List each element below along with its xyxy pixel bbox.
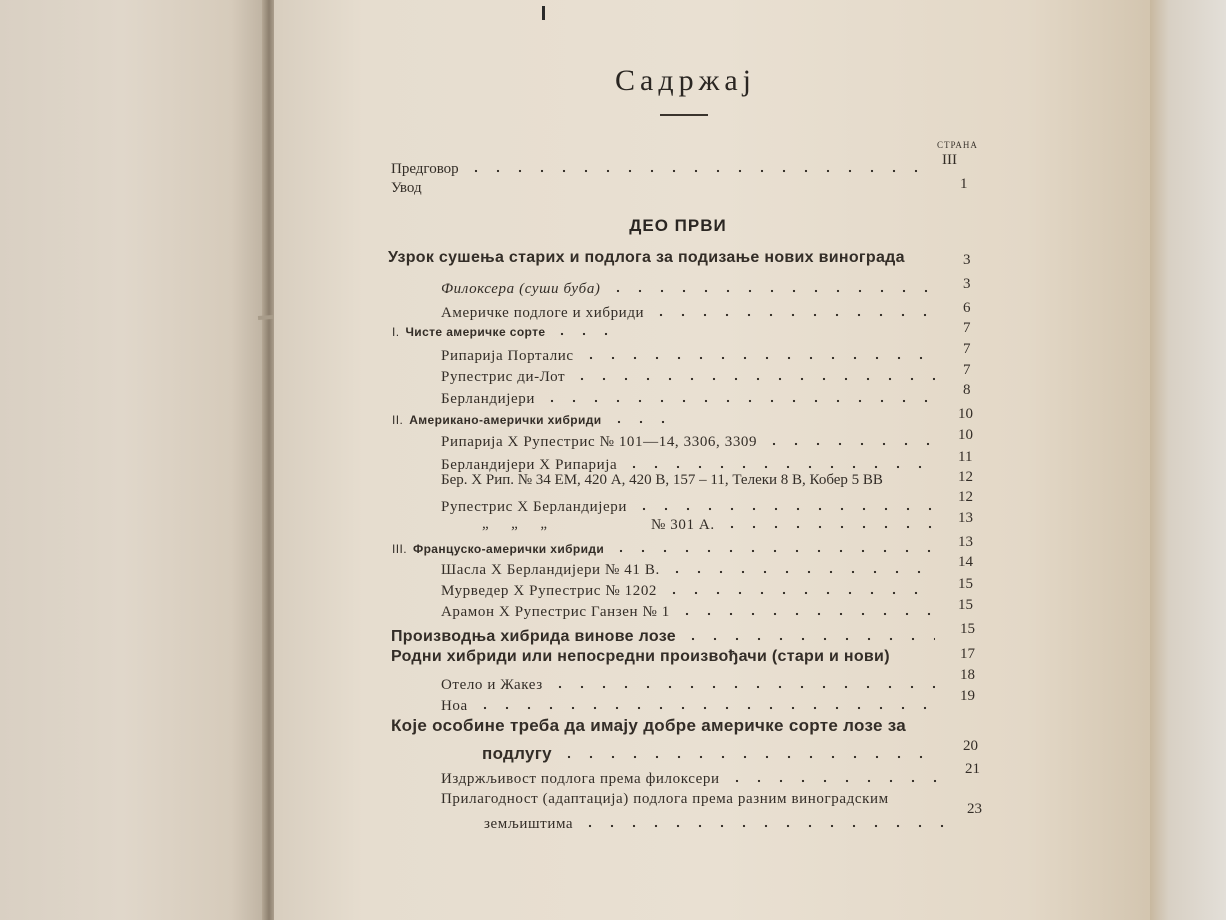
dot-leader bbox=[610, 541, 936, 553]
toc-entry-prilagodnost-line2 bbox=[484, 813, 954, 835]
toc-page-number: 8 bbox=[963, 382, 971, 398]
toc-page-number: 3 bbox=[963, 252, 971, 268]
toc-entry-text: Бер. Х Рип. № 34 ЕМ, 420 А, 420 В, 157 – 11, Телеки 8 В, Кобер 5 ВВ bbox=[441, 472, 883, 488]
toc-page-number: 10 bbox=[958, 427, 973, 443]
toc-entry-text: Рипарија Х Рупестрис № 101—14, 3306, 3309 bbox=[441, 434, 758, 450]
toc-entry-rupestris-dilot bbox=[441, 366, 941, 388]
toc-entry-rodni bbox=[391, 648, 951, 670]
toc-entry-text: подлугу bbox=[482, 744, 552, 763]
toc-entry-text: Берландијери bbox=[441, 391, 535, 407]
toc-entry-text: Берландијери Х Рипарија bbox=[441, 457, 618, 473]
toc-page-number: 12 bbox=[958, 469, 973, 485]
toc-entry-text: Француско-амерички хибриди bbox=[412, 542, 605, 556]
toc-entry-text: Производња хибрида винове лозе bbox=[391, 628, 676, 645]
toc-entry-proizvodnja bbox=[391, 625, 941, 647]
toc-page-number: 10 bbox=[958, 406, 973, 422]
toc-entry-text: Рипарија Порталис bbox=[441, 348, 574, 364]
toc-entry-sasla bbox=[441, 559, 941, 581]
toc-group-number: I. bbox=[392, 325, 400, 339]
dot-leader bbox=[579, 813, 948, 828]
toc-entry-text: Узрок сушења старих и подлога за подизање нових винограда bbox=[388, 249, 905, 266]
toc-entry-predgovor bbox=[391, 158, 1021, 180]
toc-page-number: 15 bbox=[960, 621, 975, 637]
toc-entry-izdrzljivost bbox=[441, 768, 946, 790]
page-column-header: СТРАНА bbox=[937, 140, 978, 150]
dot-leader bbox=[682, 625, 935, 641]
dot-leader bbox=[721, 514, 935, 529]
toc-page-number: 19 bbox=[960, 688, 975, 704]
toc-page-number: 15 bbox=[958, 597, 973, 613]
dot-leader bbox=[633, 496, 935, 511]
toc-entry-otelo bbox=[441, 674, 941, 696]
dot-leader bbox=[607, 278, 935, 293]
toc-entry-text: № 301 А. bbox=[651, 517, 715, 533]
toc-entry-text: Увод bbox=[391, 180, 422, 196]
toc-page-number: 12 bbox=[958, 489, 973, 505]
toc-entry-text: земљиштима bbox=[484, 816, 574, 832]
toc-entry-uzrok bbox=[388, 249, 948, 271]
toc-page-number: 23 bbox=[967, 801, 982, 817]
toc-entry-ber-rip-numbers bbox=[441, 472, 941, 494]
dot-leader bbox=[549, 674, 935, 689]
bleed-mark bbox=[542, 6, 545, 20]
toc-entry-text: Чисте америчке сорте bbox=[405, 325, 546, 339]
toc-group-ciste bbox=[392, 324, 942, 346]
toc-entry-301a bbox=[651, 514, 941, 536]
toc-entry-riparija bbox=[441, 345, 941, 367]
toc-page-number: 13 bbox=[958, 510, 973, 526]
dot-leader bbox=[580, 345, 935, 360]
toc-entry-text: Ноа bbox=[441, 698, 468, 714]
toc-page-number: III bbox=[942, 152, 957, 168]
dot-leader bbox=[465, 158, 920, 173]
title-rule bbox=[660, 114, 708, 116]
dot-leader bbox=[551, 324, 621, 336]
toc-page-number: 17 bbox=[960, 646, 975, 662]
dot-leader bbox=[623, 454, 935, 469]
left-page bbox=[0, 0, 272, 920]
toc-group-number: III. bbox=[392, 542, 407, 556]
toc-page-number: 3 bbox=[963, 276, 971, 292]
toc-page-number: 13 bbox=[958, 534, 973, 550]
dot-leader bbox=[763, 431, 935, 446]
toc-entry-americke-podloge bbox=[441, 302, 941, 324]
toc-page-number: 1 bbox=[960, 176, 968, 192]
toc-entry-text: Прилагодност (адаптација) подлога према разним виноградским bbox=[441, 791, 889, 807]
dot-leader bbox=[676, 601, 935, 616]
toc-entry-koje-line2 bbox=[482, 742, 942, 764]
toc-entry-murveder bbox=[441, 580, 941, 602]
toc-entry-text: Американо-амерички хибриди bbox=[409, 413, 602, 427]
toc-group-number: II. bbox=[392, 413, 404, 427]
dot-leader bbox=[571, 366, 935, 381]
toc-page-number: 7 bbox=[963, 320, 971, 336]
toc-entry-text: Родни хибриди или непосредни произвођачи (стари и нови) bbox=[391, 648, 890, 665]
dot-leader bbox=[650, 302, 935, 317]
toc-page-number: 6 bbox=[963, 300, 971, 316]
ditto-marks: „ „ „ bbox=[482, 516, 547, 532]
dot-leader bbox=[663, 580, 935, 595]
page-title: Садржај bbox=[615, 64, 756, 97]
toc-page-number: 7 bbox=[963, 362, 971, 378]
toc-page-number: 18 bbox=[960, 667, 975, 683]
dot-leader bbox=[558, 742, 936, 759]
toc-entry-aramon bbox=[441, 601, 941, 623]
toc-entry-text: Америчке подлоге и хибриди bbox=[441, 305, 645, 321]
toc-entry-prilagodnost-line1 bbox=[441, 791, 961, 813]
toc-page-number: 11 bbox=[958, 449, 973, 465]
dot-leader bbox=[541, 388, 935, 403]
toc-entry-text: Предговор bbox=[391, 161, 459, 177]
dot-leader bbox=[608, 412, 678, 424]
toc-entry-text: Које особине треба да имају добре америчке сорте лозе за bbox=[391, 716, 907, 735]
toc-entry-text: Отело и Жакез bbox=[441, 677, 543, 693]
toc-entry-text: Издржљивост подлога према филоксери bbox=[441, 771, 720, 787]
dot-leader bbox=[726, 768, 940, 783]
toc-page-number: 20 bbox=[963, 738, 978, 754]
toc-entry-noa bbox=[441, 695, 941, 717]
toc-page-number: 7 bbox=[963, 341, 971, 357]
toc-entry-koje-line1 bbox=[391, 716, 951, 738]
toc-entry-text: Рупестрис ди-Лот bbox=[441, 369, 566, 385]
toc-entry-uvod bbox=[391, 180, 931, 202]
toc-entry-rip-rup bbox=[441, 431, 941, 453]
toc-entry-berlandijeri bbox=[441, 388, 941, 410]
toc-entry-filoksera bbox=[441, 278, 941, 300]
toc-page-number: 21 bbox=[965, 761, 980, 777]
toc-page-number: 15 bbox=[958, 576, 973, 592]
section-heading: ДЕО ПРВИ bbox=[629, 216, 727, 235]
toc-page-number: 14 bbox=[958, 554, 973, 570]
dot-leader bbox=[666, 559, 935, 574]
page-edge bbox=[1150, 0, 1226, 920]
dot-leader bbox=[474, 695, 935, 710]
toc-entry-text: Филоксера (суши буба) bbox=[441, 281, 601, 297]
toc-entry-text: Мурведер Х Рупестрис № 1202 bbox=[441, 583, 658, 599]
toc-entry-text: Рупестрис Х Берландијери bbox=[441, 499, 627, 515]
toc-entry-text: Арамон Х Рупестрис Ганзен № 1 bbox=[441, 604, 670, 620]
toc-entry-text: Шасла Х Берландијери № 41 В. bbox=[441, 562, 660, 578]
